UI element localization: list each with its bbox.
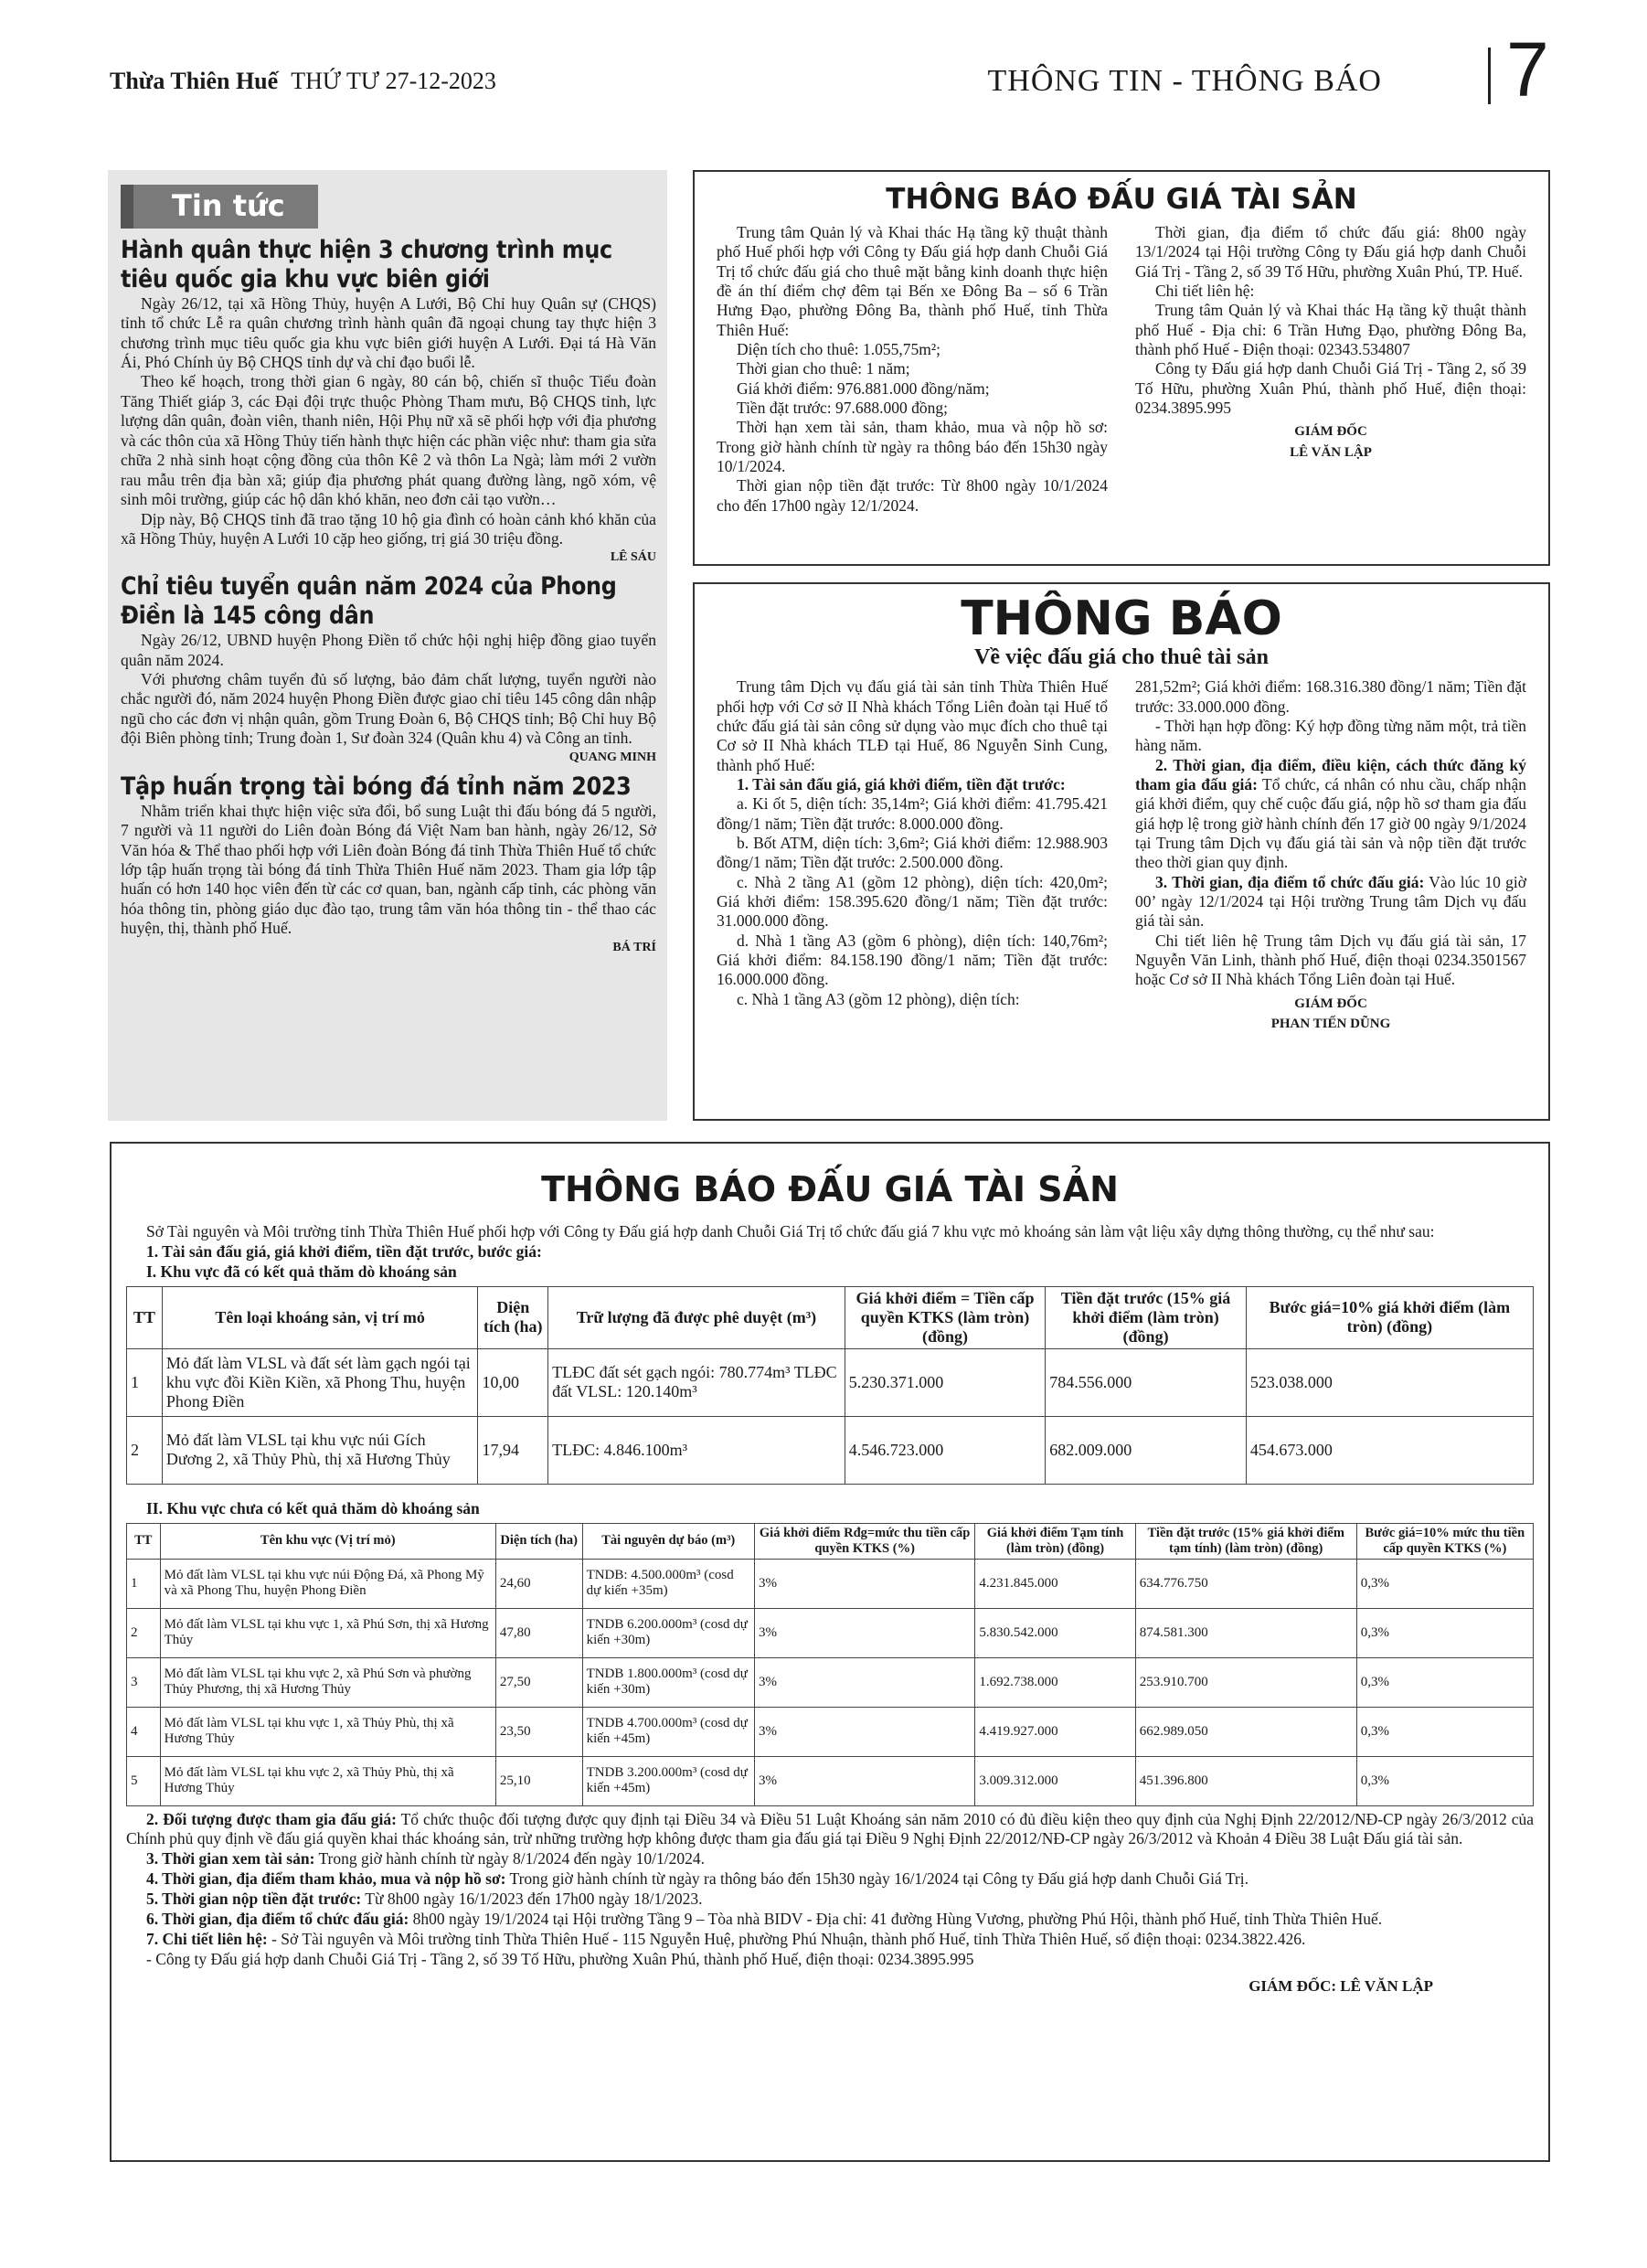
table-header-cell: Giá khởi điểm = Tiền cấp quyền KTKS (làm tròn) (đồng) [845,1286,1046,1348]
masthead-left [110,68,496,95]
table-cell: 4.546.723.000 [845,1416,1046,1484]
page-number: 7 [1506,27,1549,112]
table-cell: 0,3% [1356,1756,1533,1805]
notice1-paragraph: Thời gian nộp tiền đặt trước: Từ 8h00 ngày 10/1/2024 cho đến 17h00 ngày 12/1/2024. [717,476,1108,515]
table-header-cell: Bước giá=10% mức thu tiền cấp quyền KTKS (%) [1356,1523,1533,1559]
table-cell: 4.419.927.000 [975,1707,1135,1756]
notice2-paragraph [717,677,1108,775]
auction-notice-market [693,170,1550,566]
table-cell: 3% [754,1559,974,1608]
notice2-signer-title: GIÁM ĐỐC [1294,996,1367,1011]
notice1-paragraph: Thời gian cho thuê: 1 năm; [737,359,910,378]
notice1-left-column [717,223,1108,516]
notice2-text-rest: Vào lúc 10 giờ 00’ ngày 12/1/2024 tại Hội trường Trung tâm Dịch vụ đấu giá tài sản. [1135,872,1526,931]
notice2-text: c. Nhà 1 tầng A3 (gồm 12 phòng), diện tích: [737,989,1020,1008]
notice2-paragraph [717,834,1108,873]
notice2-text: d. Nhà 1 tầng A3 (gồm 6 phòng), diện tích: 140,76m²; Giá khởi điểm: 84.158.190 đồng/1 năm; Tiền đặt trước: 16.000.000 đồng. [717,931,1108,989]
notice3-item-label: 5. Thời gian nộp tiền đặt trước: [146,1890,362,1908]
notice3-section1a: I. Khu vực đã có kết quả thăm dò khoáng sản [146,1262,457,1281]
news-paragraph: Ngày 26/12, tại xã Hồng Thủy, huyện A Lưới, Bộ Chỉ huy Quân sự (CHQS) tỉnh tổ chức Lễ ra quân chương trình hành quân đã ngoại chung tay thực hiện 3 chương trình mục tiêu quốc gia khu vực biên giới huyện A Lưới. Đại tá Hà Văn Ái, Phó Chính ủy Bộ CHQS tỉnh dự và chỉ đạo buổi lễ. [121,293,656,371]
notice3-item-label: 2. Đối tượng được tham gia đấu giá: [146,1809,397,1828]
notice1-paragraph: Thời gian, địa điểm tổ chức đấu giá: 8h00 ngày 13/1/2024 tại Hội trường Công ty Đấu giá hợp danh Chuỗi Giá Trị - Tầng 2, số 39 Tố Hữu, phường Xuân Phú, TP. Huế. [1135,223,1526,281]
auction-notice-rental [693,582,1550,1121]
notice3-title: THÔNG BÁO ĐẤU GIÁ TÀI SẢN [541,1169,1119,1209]
table-row [127,1756,1534,1805]
table-header-cell: Giá khởi điểm Tạm tính (làm tròn) (đồng) [975,1523,1135,1559]
notice2-paragraph [717,775,1108,794]
notice2-text: a. Ki ốt 5, diện tích: 35,14m²; Giá khởi điểm: 41.795.421 đồng/1 năm; Tiền đặt trước: 8.000.000 đồng. [717,794,1108,833]
notice2-signer-name: PHAN TIẾN DŨNG [1270,1016,1391,1031]
table-cell: TLĐC: 4.846.100m³ [548,1416,845,1484]
table-cell: 0,3% [1356,1657,1533,1707]
table-cell: 23,50 [495,1707,582,1756]
notice3-items [126,1810,1534,1970]
notice1-paragraph: Thời hạn xem tài sản, tham khảo, mua và nộp hồ sơ: Trong giờ hành chính từ ngày ra thông báo đến 15h30 ngày 10/1/2024. [717,418,1108,476]
notice2-text: c. Nhà 2 tầng A1 (gồm 12 phòng), diện tích: 420,0m²; Giá khởi điểm: 158.395.620 đồng/1 năm; Tiền đặt trước: 31.000.000 đồng. [717,872,1108,931]
news-byline: QUANG MINH [568,750,656,764]
table-cell: Mỏ đất làm VLSL tại khu vực 2, xã Phú Sơn và phường Thủy Phương, thị xã Hương Thủy [160,1657,495,1707]
news-headline: Tập huấn trọng tài bóng đá tỉnh năm 2023 [121,772,632,801]
table-header-cell: TT [127,1523,161,1559]
table-cell: TLĐC đất sét gạch ngói: 780.774m³ TLĐC đất VLSL: 120.140m³ [548,1348,845,1416]
header-divider [1488,48,1491,104]
table-cell: TNDB 1.800.000m³ (cosd dự kiến +30m) [582,1657,754,1707]
table-header-row [127,1286,1534,1348]
notice2-text: 1. Tài sản đấu giá, giá khởi điểm, tiền đặt trước: [737,774,1066,793]
table-cell: 253.910.700 [1135,1657,1356,1707]
table-cell: 4.231.845.000 [975,1559,1135,1608]
news-items [121,236,656,955]
table-cell: Mỏ đất làm VLSL và đất sét làm gạch ngói tại khu vực đồi Kiền Kiền, xã Phong Thu, huyện Phong Điền [162,1348,478,1416]
notice2-text: - Thời hạn hợp đồng: Ký hợp đồng từng năm một, trả tiền hàng năm. [1135,716,1526,755]
table-cell: 662.989.050 [1135,1707,1356,1756]
notice2-right-column [1135,677,1526,1032]
notice3-item-text: - Công ty Đấu giá hợp danh Chuỗi Giá Trị - Tầng 2, số 39 Tố Hữu, phường Xuân Phú, thành phố Huế, điện thoại: 0234.3895.995 [146,1949,974,1968]
notice3-item [126,1869,1534,1890]
table-cell: 3% [754,1707,974,1756]
news-column [108,170,667,1121]
table-cell: TNDB: 4.500.000m³ (cosd dự kiến +35m) [582,1559,754,1608]
table-cell: 454.673.000 [1246,1416,1533,1484]
news-paragraph: Nhằm triển khai thực hiện việc sửa đổi, bổ sung Luật thi đấu bóng đá 5 người, 7 người và 11 người do Liên đoàn Bóng đá Việt Nam ban hành, ngày 26/12, Sở Văn hóa & Thể thao phối hợp với Liên đoàn Bóng đá tỉnh Thừa Thiên Huế tổ chức lớp tập huấn trọng tài bóng đá tỉnh Thừa Thiên Huế năm 2023. Tham gia lớp tập huấn có hơn 140 học viên đến từ các cơ quan, ban, ngành cấp tỉnh, các phòng văn hóa thông tin, phòng giáo dục đào tạo, trung tâm văn hóa thông tin - thể thao các huyện, thị, thành phố Huế. [121,801,656,938]
table-cell: 5.830.542.000 [975,1608,1135,1657]
notice3-item [126,1810,1534,1850]
notice3-item-label: 6. Thời gian, địa điểm tổ chức đấu giá: [146,1909,409,1928]
notice3-item [126,1910,1534,1930]
notice3-intro: Sở Tài nguyên và Môi trường tỉnh Thừa Thiên Huế phối hợp với Công ty Đấu giá hợp danh Chuỗi Giá Trị tổ chức đấu giá 7 khu vực mỏ khoáng sản làm vật liệu xây dựng thông thường, cụ thể như sau: [146,1222,1435,1240]
table-header-cell: Tên loại khoáng sản, vị trí mỏ [162,1286,478,1348]
news-paragraph: Theo kế hoạch, trong thời gian 6 ngày, 80 cán bộ, chiến sĩ thuộc Tiểu đoàn Tăng Thiết giáp 3, các Đại đội trực thuộc Phòng Tham mưu, Bộ CHQS tỉnh, lực lượng dân quân, đoàn viên, thanh niên, Hội Phụ nữ xã sẽ phối hợp với địa phương và các thôn của xã Hồng Thủy tiến hành thực hiện các phần việc như: tham gia sửa chữa 2 nhà sinh hoạt cộng đồng của thôn Kê 2 và thôn La Ngà; làm mới 2 vườn rau mẫu trên địa bàn xã; giúp địa phương phát quang đường làng, ngõ xóm, vệ sinh môi trường, giúp các hộ dân khó khăn, neo đơn cải tạo vườn… [121,372,656,509]
notice3-item-label: 3. Thời gian xem tài sản: [146,1849,315,1869]
section-title: THÔNG TIN - THÔNG BÁO [987,64,1382,98]
notice2-text: 2. Thời gian, địa điểm, điều kiện, cách thức đăng ký tham gia đấu giá: [1135,755,1526,793]
notice1-paragraph: Công ty Đấu giá hợp danh Chuỗi Giá Trị - Tầng 2, số 39 Tố Hữu, phường Xuân Phú, thành phố Huế, điện thoại: 0234.3895.995 [1135,359,1526,418]
notice2-text: 3. Thời gian, địa điểm tổ chức đấu giá: [1155,872,1425,891]
table-cell: 4 [127,1707,161,1756]
notice2-text: Trung tâm Dịch vụ đấu giá tài sản tỉnh Thừa Thiên Huế phối hợp với Cơ sở II Nhà khách Tổng Liên đoàn tại Huế tổ chức đấu giá tài sản công sử dụng vào mục đích cho thuê tại Cơ sở II Nhà khách TLĐ tại Huế, 86 Nguyễn Sinh Cung, thành phố Huế: [717,677,1108,774]
notice1-paragraph: Giá khởi điểm: 976.881.000 đồng/năm; [737,378,990,398]
news-paragraph: Dịp này, Bộ CHQS tỉnh đã trao tặng 10 hộ gia đình có hoàn cảnh khó khăn của xã Hồng Thủy, huyện A Lưới 10 cặp heo giống, trị giá 30 triệu đồng. [121,509,656,548]
publication-name: Thừa Thiên Huế [110,68,279,94]
table-header-cell: Diện tích (ha) [478,1286,548,1348]
notice3-item-label: 4. Thời gian, địa điểm tham khảo, mua và nộp hồ sơ: [146,1869,506,1889]
table-header-cell: Tiền đặt trước (15% giá khởi điểm tạm tính) (làm tròn) (đồng) [1135,1523,1356,1559]
table-header-cell: Diện tích (ha) [495,1523,582,1559]
notice2-paragraph [717,932,1108,990]
table-cell: 1 [127,1348,163,1416]
notice3-item-text: Trong giờ hành chính từ ngày ra thông báo đến 15h30 ngày 16/1/2024 tại Công ty Đấu giá hợp danh Chuỗi Giá Trị. [505,1869,1249,1889]
notice3-section1b: II. Khu vực chưa có kết quả thăm dò khoáng sản [146,1498,480,1517]
news-byline: BÁ TRÍ [612,940,656,954]
table-header-cell: TT [127,1286,163,1348]
table-cell: 5 [127,1756,161,1805]
table-cell: 3.009.312.000 [975,1756,1135,1805]
table-cell: 3% [754,1657,974,1707]
notice1-paragraph: Chi tiết liên hệ: [1155,282,1255,301]
table-cell: 1 [127,1559,161,1608]
news-paragraph: Với phương châm tuyển đủ số lượng, bảo đảm chất lượng, tuyển người nào chắc người đó, năm 2024 huyện Phong Điền được giao chỉ tiêu 145 công dân nhập ngũ cho các đơn vị nhận quân, gồm Trung Đoàn 6, Bộ CHQS tỉnh; Bộ Chỉ huy Bộ đội Biên phòng tỉnh; Trung đoàn 1, Sư đoàn 324 (Quân khu 4) và Công an tỉnh. [121,669,656,748]
table-cell: Mỏ đất làm VLSL tại khu vực 1, xã Thủy Phù, thị xã Hương Thủy [160,1707,495,1756]
notice2-text: 281,52m²; Giá khởi điểm: 168.316.380 đồng/1 năm; Tiền đặt trước: 33.000.000 đồng. [1135,677,1526,716]
notice2-subtitle: Về việc đấu giá cho thuê tài sản [973,645,1269,670]
table-row [127,1559,1534,1608]
table-cell: 451.396.800 [1135,1756,1356,1805]
table-header-cell: Tiền đặt trước (15% giá khởi điểm (làm tròn) (đồng) [1046,1286,1247,1348]
table-cell: 784.556.000 [1046,1348,1247,1416]
table-cell: 1.692.738.000 [975,1657,1135,1707]
table-cell: 523.038.000 [1246,1348,1533,1416]
notice2-text: Chi tiết liên hệ Trung tâm Dịch vụ đấu giá tài sản, 17 Nguyễn Văn Linh, thành phố Huế, điện thoại 0234.3501567 hoặc Cơ sở II Nhà khách Tổng Liên đoàn tại Huế. [1135,931,1526,989]
news-tag: Tin tức [121,185,318,229]
mineral-table-explored [126,1286,1534,1485]
notice3-item-text: Tổ chức thuộc đối tượng được quy định tại Điều 34 và Điều 51 Luật Khoáng sản năm 2010 có đủ điều kiện theo quy định của Nghị Định 22/2012/NĐ-CP ngày 26/3/2012 của Chính phủ quy định về đấu giá quyền khai thác khoáng sản, trừ những trường hợp không được tham gia đấu giá tại Điều 9 Nghị Định 22/2012/NĐ-CP ngày 26/3/2012 và Khoản 4 Điều 38 Luật Đấu giá tài sản. [126,1809,1534,1848]
notice1-paragraph: Diện tích cho thuê: 1.055,75m²; [737,340,940,359]
table-row [127,1657,1534,1707]
news-headline: Hành quân thực hiện 3 chương trình mục tiêu quốc gia khu vực biên giới [121,236,612,293]
notice3-item-text: 8h00 ngày 19/1/2024 tại Hội trường Tầng 9 – Tòa nhà BIDV - Địa chỉ: 41 đường Hùng Vương, phường Phú Hội, thành phố Huế, tỉnh Thừa Thiên Huế. [409,1909,1383,1928]
table-cell: 0,3% [1356,1707,1533,1756]
table-cell: 17,94 [478,1416,548,1484]
table-cell: 2 [127,1416,163,1484]
notice3-item-text: Từ 8h00 ngày 16/1/2023 đến 17h00 ngày 18/1/2023. [361,1890,703,1908]
notice3-item [126,1849,1534,1869]
notice2-paragraph [1135,932,1526,990]
table-cell: 25,10 [495,1756,582,1805]
table-cell: 3 [127,1657,161,1707]
table-row [127,1348,1534,1416]
table-cell: TNDB 3.200.000m³ (cosd dự kiến +45m) [582,1756,754,1805]
table-cell: 3% [754,1608,974,1657]
notice1-title: THÔNG BÁO ĐẤU GIÁ TÀI SẢN [886,183,1357,216]
table-cell: 10,00 [478,1348,548,1416]
table-cell: Mỏ đất làm VLSL tại khu vực 2, xã Thủy Phù, thị xã Hương Thủy [160,1756,495,1805]
news-byline: LÊ SÁU [610,550,656,565]
notice3-item-text: - Sở Tài nguyên và Môi trường tỉnh Thừa Thiên Huế - 115 Nguyễn Huệ, phường Phú Nhuận, thành phố Huế, tỉnh Thừa Thiên Huế, số điện thoại: 0234.3822.426. [267,1929,1306,1948]
table-cell: 0,3% [1356,1608,1533,1657]
notice2-left-column [717,677,1108,1032]
notice2-text: b. Bốt ATM, diện tích: 3,6m²; Giá khởi điểm: 12.988.903 đồng/1 năm; Tiền đặt trước: 2.500.000 đồng. [717,833,1108,872]
table-cell: TNDB 6.200.000m³ (cosd dự kiến +30m) [582,1608,754,1657]
notice2-paragraph [717,873,1108,932]
notice2-paragraph [717,990,1108,1009]
table-cell: Mỏ đất làm VLSL tại khu vực 1, xã Phú Sơn, thị xã Hương Thủy [160,1608,495,1657]
notice1-paragraph: Trung tâm Quản lý và Khai thác Hạ tầng kỹ thuật thành phố Huế - Địa chỉ: 6 Trần Hưng Đạo, phường Đông Ba, thành phố Huế - Điện thoại: 02343.534807 [1135,301,1526,359]
table-header-cell: Trữ lượng đã được phê duyệt (m³) [548,1286,845,1348]
table-cell: 24,60 [495,1559,582,1608]
table-row [127,1608,1534,1657]
notice3-item [126,1930,1534,1950]
table-cell: 27,50 [495,1657,582,1707]
table-header-cell: Giá khởi điểm Rđg=mức thu tiền cấp quyền KTKS (%) [754,1523,974,1559]
table-header-cell: Tài nguyên dự báo (m³) [582,1523,754,1559]
notice2-paragraph [1135,756,1526,873]
notice3-item [126,1890,1534,1910]
table-cell: 2 [127,1608,161,1657]
auction-notice-minerals [110,1142,1550,2162]
notice1-paragraph: Tiền đặt trước: 97.688.000 đồng; [737,399,949,418]
table-cell: 5.230.371.000 [845,1348,1046,1416]
notice3-item [126,1950,1534,1970]
notice2-paragraph [1135,677,1526,717]
mineral-table-unexplored [126,1523,1534,1806]
notice2-paragraph [1135,873,1526,932]
notice1-signer-title: GIÁM ĐỐC [1294,424,1367,440]
table-header-cell: Bước giá=10% giá khởi điểm (làm tròn) (đồng) [1246,1286,1533,1348]
table-cell: Mỏ đất làm VLSL tại khu vực núi Gích Dương 2, xã Thủy Phù, thị xã Hương Thủy [162,1416,478,1484]
table-header-row [127,1523,1534,1559]
issue-date: THỨ TƯ 27-12-2023 [291,68,496,94]
news-headline: Chỉ tiêu tuyển quân năm 2024 của Phong Điền là 145 công dân [121,572,617,631]
notice3-signature: GIÁM ĐỐC: LÊ VĂN LẬP [1249,1976,1433,1995]
table-row [127,1416,1534,1484]
notice2-paragraph [717,794,1108,834]
table-cell: 874.581.300 [1135,1608,1356,1657]
notice2-title: THÔNG BÁO [961,591,1282,646]
table-row [127,1707,1534,1756]
table-header-cell: Tên khu vực (Vị trí mỏ) [160,1523,495,1559]
news-paragraph: Ngày 26/12, UBND huyện Phong Điền tổ chức hội nghị hiệp đồng giao tuyển quân năm 2024. [121,631,656,669]
notice3-item-label: 7. Chi tiết liên hệ: [146,1929,268,1948]
table-cell: 0,3% [1356,1559,1533,1608]
notice2-paragraph [1135,717,1526,756]
table-cell: TNDB 4.700.000m³ (cosd dự kiến +45m) [582,1707,754,1756]
notice1-signer-name: LÊ VĂN LẬP [1290,444,1372,460]
notice3-section1: 1. Tài sản đấu giá, giá khởi điểm, tiền đặt trước, bước giá: [146,1241,542,1261]
table-cell: 3% [754,1756,974,1805]
table-cell: Mỏ đất làm VLSL tại khu vực núi Động Đá, xã Phong Mỹ và xã Phong Thu, huyện Phong Điền [160,1559,495,1608]
notice1-paragraph: Trung tâm Quản lý và Khai thác Hạ tầng kỹ thuật thành phố Huế phối hợp với Công ty Đấu giá hợp danh Chuỗi Giá Trị tổ chức đấu giá cho thuê mặt bằng kinh doanh thực hiện đề án thí điểm chợ đêm tại Bến xe Đông Ba – số 6 Trần Hưng Đạo, phường Đông Ba, thành phố Huế, tỉnh Thừa Thiên Huế: [717,223,1108,339]
table-cell: 682.009.000 [1046,1416,1247,1484]
notice1-right-column [1135,223,1526,516]
table-cell: 47,80 [495,1608,582,1657]
table-cell: 634.776.750 [1135,1559,1356,1608]
notice3-item-text: Trong giờ hành chính từ ngày 8/1/2024 đến ngày 10/1/2024. [314,1849,705,1869]
notice2-text-rest: Tổ chức, cá nhân có nhu cầu, chấp nhận giá khởi điểm, quy chế cuộc đấu giá, nộp hồ sơ tham gia đấu giá hợp lệ trong giờ hành chính đến 17 giờ 00 ngày 9/1/2024 tại Trung tâm Dịch vụ đấu giá tài sản và nộp tiền đặt trước theo thời gian quy định. [1135,774,1526,872]
